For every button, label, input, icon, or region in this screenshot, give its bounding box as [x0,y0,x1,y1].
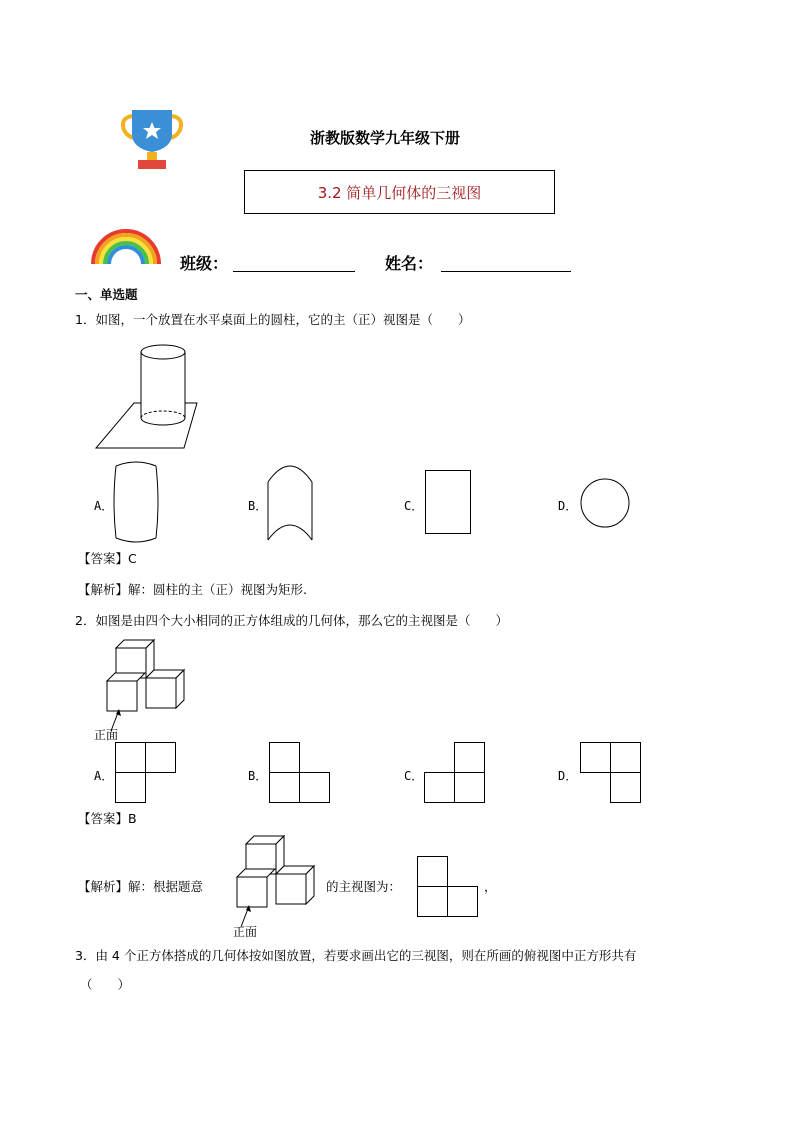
q1-option-b-figure [266,460,314,544]
section-heading: 一、单选题 [75,287,138,302]
rainbow-icon [90,228,162,266]
subtitle: 3.2 简单几何体的三视图 [317,183,482,202]
class-field[interactable] [233,271,355,272]
trophy-icon [118,108,188,170]
q3-text [75,950,636,963]
q2-option-d-figure [580,742,642,804]
class-label: 班级： [180,254,229,273]
q2-analysis-text1: 解：根据题意 [128,879,204,894]
q2-option-a[interactable]: A． [94,769,114,783]
q1-answer-label: 【答案】 [78,551,129,566]
q2-answer-label: 【答案】 [78,811,129,826]
q2-cubes-figure [104,636,194,718]
q1-option-c-figure [425,470,471,534]
q1-option-a[interactable]: A． [94,499,114,513]
q1-analysis [78,584,307,597]
q2-analysis-text2: 的主视图为： [326,879,402,894]
q2-analysis-front-view-figure [417,856,479,918]
q1-option-d[interactable]: D． [558,499,578,513]
q2-answer [78,813,137,826]
q2-option-c-figure [424,742,486,804]
q2-front-label: 正面 [94,728,119,742]
q2-option-b-figure [269,742,331,804]
q1-option-d-figure [580,478,630,528]
subtitle-box [244,170,555,214]
q1-answer-value: C [128,551,137,566]
q2-option-c[interactable]: C． [404,769,424,783]
q2-option-a-figure [115,742,177,804]
q2-text [75,615,508,628]
q3-stem: 由 4 个正方体搭成的几何体按如图放置，若要求画出它的三视图，则在所画的俯视图中正方形共有 [95,948,637,963]
name-field[interactable] [441,271,571,272]
q2-option-b[interactable]: B． [248,769,268,783]
q1-stem: 如图，一个放置在水平桌面上的圆柱，它的主（正）视图是（ ） [95,312,471,327]
q2-option-d[interactable]: D． [558,769,578,783]
q2-analysis-text3: ， [484,879,497,894]
q1-number: 1． [75,312,96,327]
q1-analysis-label: 【解析】 [78,582,129,597]
q2-analysis-cubes-figure [234,832,324,914]
q2-stem: 如图是由四个大小相同的正方体组成的几何体，那么它的主视图是（ ） [95,613,508,628]
q3-text2: （ ） [80,977,131,992]
name-label: 姓名： [385,254,434,273]
q2-number: 2． [75,613,96,628]
q3-number: 3． [75,948,96,963]
q1-option-b[interactable]: B． [248,499,268,513]
q1-option-a-figure [114,460,158,544]
q1-cylinder-figure [94,340,214,452]
q1-analysis-text: 解：圆柱的主（正）视图为矩形. [128,582,307,597]
q1-answer [78,553,137,566]
q1-text [75,314,470,327]
q2-analysis [78,881,203,894]
q2-answer-value: B [128,811,137,826]
q2-analysis-front-label: 正面 [233,925,258,939]
q1-option-c[interactable]: C． [404,499,424,513]
q2-analysis-label: 【解析】 [78,879,129,894]
page-title: 浙教版数学九年级下册 [310,129,461,147]
